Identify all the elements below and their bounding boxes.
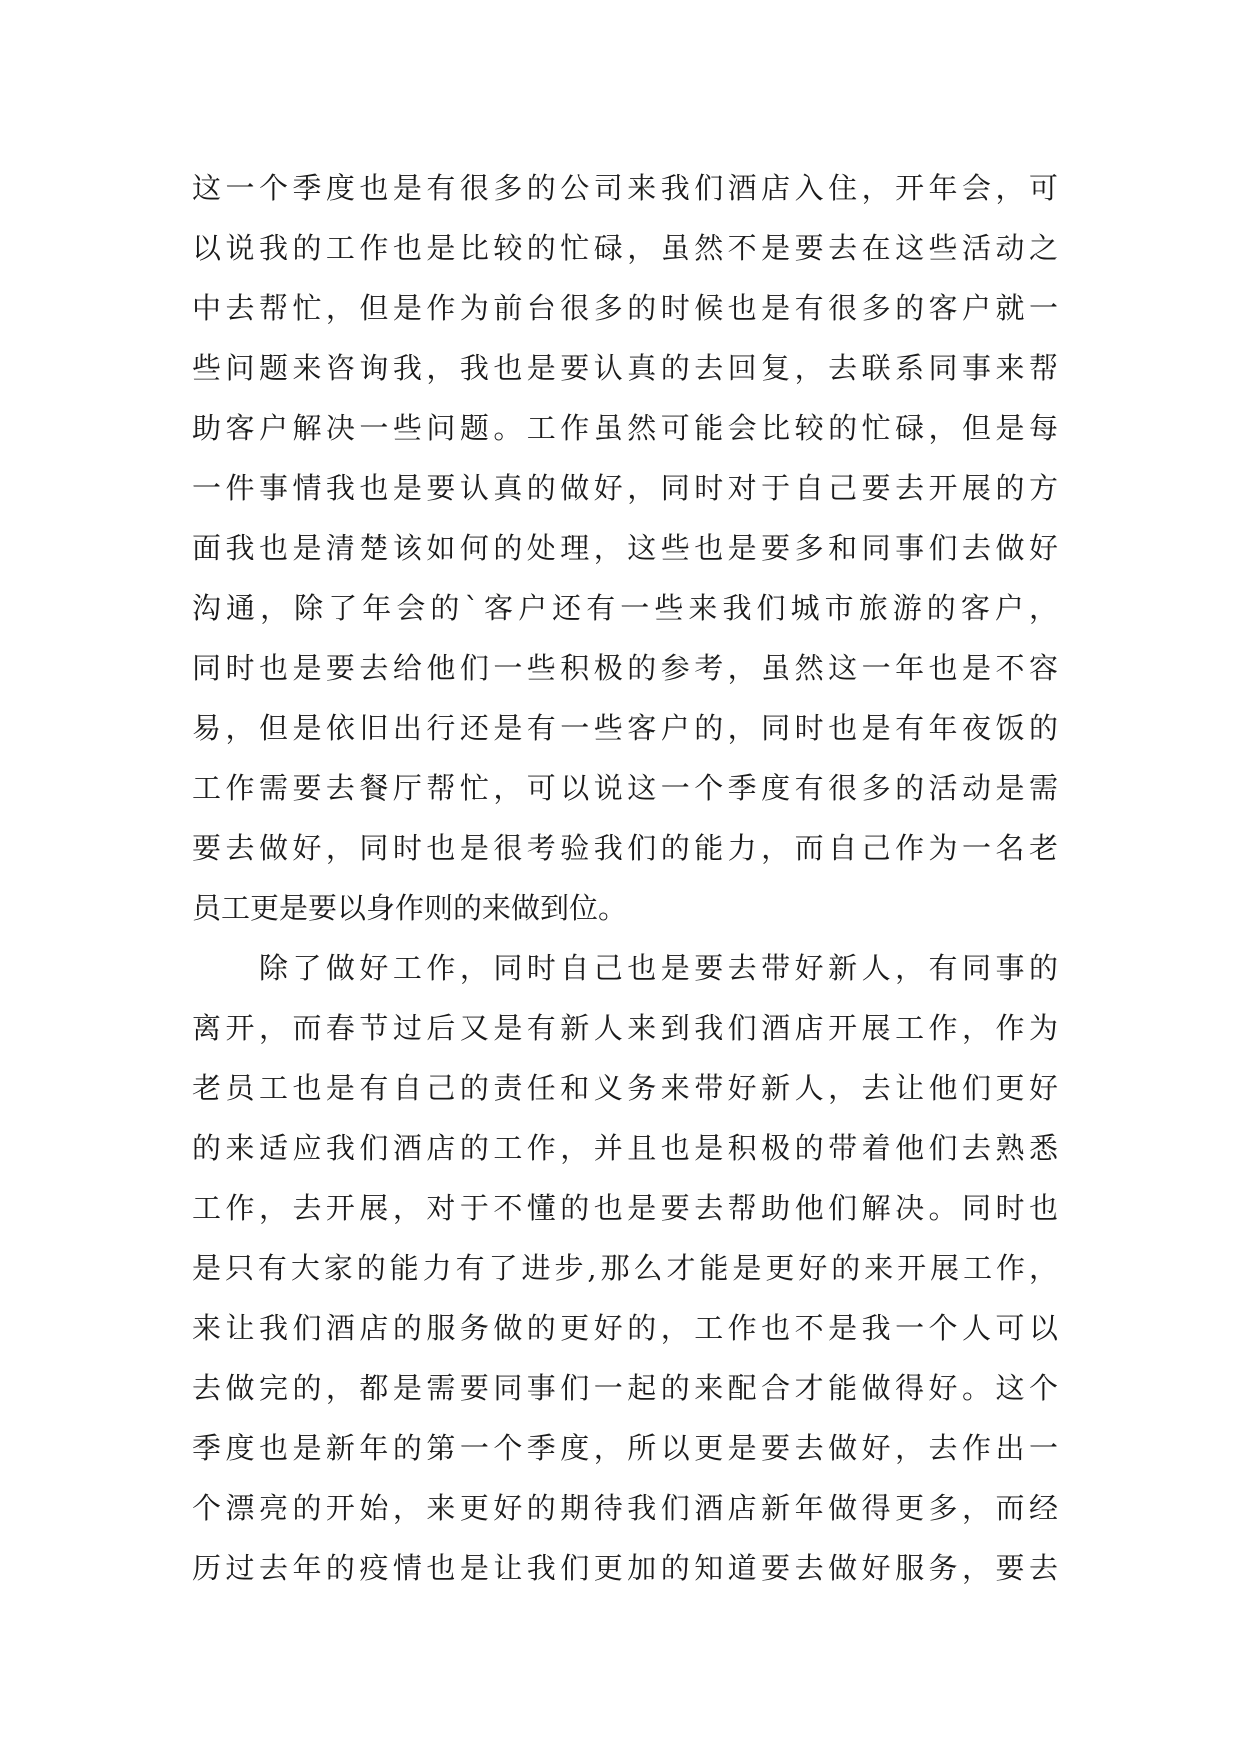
text-line: 除了做好工作，同时自己也是要去带好新人，有同事的 <box>192 951 1058 985</box>
text-line: 以说我的工作也是比较的忙碌，虽然不是要去在这些活动之 <box>192 231 1058 265</box>
text-line: 历过去年的疫情也是让我们更加的知道要去做好服务，要去 <box>192 1551 1058 1585</box>
text-line: 助客户解决一些问题。工作虽然可能会比较的忙碌，但是每 <box>192 411 1058 445</box>
text-line: 工作，去开展，对于不懂的也是要去帮助他们解决。同时也 <box>192 1191 1058 1225</box>
text-line: 同时也是要去给他们一些积极的参考，虽然这一年也是不容 <box>192 651 1058 685</box>
text-line: 这一个季度也是有很多的公司来我们酒店入住，开年会，可 <box>192 171 1058 205</box>
text-line: 离开，而春节过后又是有新人来到我们酒店开展工作，作为 <box>192 1011 1058 1045</box>
text-line: 沟通，除了年会的`客户还有一些来我们城市旅游的客户， <box>192 591 1058 625</box>
text-line: 去做完的，都是需要同事们一起的来配合才能做得好。这个 <box>192 1371 1058 1405</box>
text-line: 季度也是新年的第一个季度，所以更是要去做好，去作出一 <box>192 1431 1058 1465</box>
text-line: 个漂亮的开始，来更好的期待我们酒店新年做得更多，而经 <box>192 1491 1058 1525</box>
text-line: 要去做好，同时也是很考验我们的能力，而自己作为一名老 <box>192 831 1058 865</box>
text-line: 是只有大家的能力有了进步,那么才能是更好的来开展工作， <box>192 1251 1058 1285</box>
text-line: 易，但是依旧出行还是有一些客户的，同时也是有年夜饭的 <box>192 711 1058 745</box>
body-text <box>192 158 1058 1598</box>
text-line: 来让我们酒店的服务做的更好的，工作也不是我一个人可以 <box>192 1311 1058 1345</box>
text-line: 老员工也是有自己的责任和义务来带好新人，去让他们更好 <box>192 1071 1058 1105</box>
text-line: 一件事情我也是要认真的做好，同时对于自己要去开展的方 <box>192 471 1058 505</box>
text-line: 面我也是清楚该如何的处理，这些也是要多和同事们去做好 <box>192 531 1058 565</box>
text-line: 中去帮忙，但是作为前台很多的时候也是有很多的客户就一 <box>192 291 1058 325</box>
text-line: 工作需要去餐厅帮忙，可以说这一个季度有很多的活动是需 <box>192 771 1058 805</box>
text-line: 员工更是要以身作则的来做到位。 <box>192 891 628 925</box>
text-line: 些问题来咨询我，我也是要认真的去回复，去联系同事来帮 <box>192 351 1058 385</box>
text-line: 的来适应我们酒店的工作，并且也是积极的带着他们去熟悉 <box>192 1131 1058 1165</box>
